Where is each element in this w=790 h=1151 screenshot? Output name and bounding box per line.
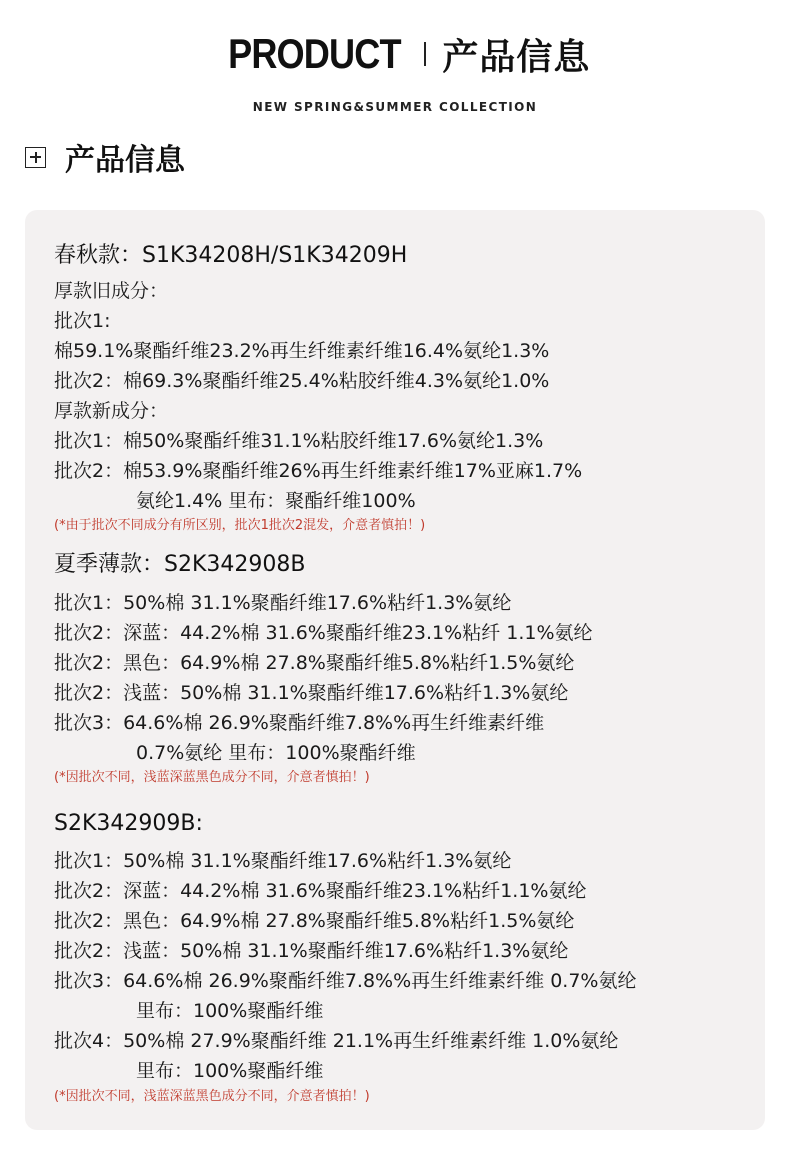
info-line: 批次2：深蓝：44.2%棉 31.6%聚酯纤维23.1%粘纤 1.1%氨纶 — [54, 622, 593, 644]
info-line: 批次1：50%棉 31.1%聚酯纤维17.6%粘纤1.3%氨纶 — [54, 850, 512, 872]
batch-note: (*由于批次不同成分有所区别，批次1批次2混发，介意者慎拍！) — [54, 518, 426, 533]
info-line: 氨纶1.4% 里布：聚酯纤维100% — [136, 490, 416, 512]
summer-thin-model-heading: 夏季薄款：S2K342908B — [54, 552, 306, 577]
section-title — [25, 135, 185, 179]
info-line: 批次3：64.6%棉 26.9%聚酯纤维7.8%%再生纤维素纤维 0.7%氨纶 — [54, 970, 637, 992]
info-line: 棉59.1%聚酯纤维23.2%再生纤维素纤维16.4%氨纶1.3% — [54, 340, 550, 362]
header-divider — [424, 42, 426, 66]
info-line: 批次2：棉53.9%聚酯纤维26%再生纤维素纤维17%亚麻1.7% — [54, 460, 583, 482]
info-line: 批次1：50%棉 31.1%聚酯纤维17.6%粘纤1.3%氨纶 — [54, 592, 512, 614]
info-line: 批次2：浅蓝：50%棉 31.1%聚酯纤维17.6%粘纤1.3%氨纶 — [54, 940, 569, 962]
header-subtitle: NEW SPRING&SUMMER COLLECTION — [252, 100, 538, 114]
info-line: 批次2：黑色：64.9%棉 27.8%聚酯纤维5.8%粘纤1.5%氨纶 — [54, 652, 575, 674]
info-line: 批次3：64.6%棉 26.9%聚酯纤维7.8%%再生纤维素纤维 — [54, 712, 545, 734]
info-line: 厚款新成分： — [54, 400, 169, 422]
info-line: 批次2：黑色：64.9%棉 27.8%聚酯纤维5.8%粘纤1.5%氨纶 — [54, 910, 575, 932]
info-line: 厚款旧成分： — [54, 280, 169, 302]
info-line: 里布：100%聚酯纤维 — [136, 1060, 324, 1082]
header-title-cn: 产品信息 — [442, 36, 591, 78]
info-line: 批次2：棉69.3%聚酯纤维25.4%粘胶纤维4.3%氨纶1.0% — [54, 370, 550, 392]
info-line: 里布：100%聚酯纤维 — [136, 1000, 324, 1022]
plus-box-icon — [25, 147, 46, 168]
info-line: 批次2：浅蓝：50%棉 31.1%聚酯纤维17.6%粘纤1.3%氨纶 — [54, 682, 569, 704]
header-title-en: PRODUCT — [227, 30, 401, 77]
page-header — [0, 30, 790, 114]
header-title-row — [0, 30, 790, 78]
info-line: 批次4：50%棉 27.9%聚酯纤维 21.1%再生纤维素纤维 1.0%氨纶 — [54, 1030, 619, 1052]
batch-note: (*因批次不同，浅蓝深蓝黑色成分不同，介意者慎拍！) — [54, 1089, 370, 1104]
info-line: 批次2：深蓝：44.2%棉 31.6%聚酯纤维23.1%粘纤1.1%氨纶 — [54, 880, 587, 902]
batch-note: (*因批次不同，浅蓝深蓝黑色成分不同，介意者慎拍！) — [54, 770, 370, 785]
info-line: 批次1：棉50%聚酯纤维31.1%粘胶纤维17.6%氨纶1.3% — [54, 430, 544, 452]
info-line: 0.7%氨纶 里布：100%聚酯纤维 — [136, 742, 416, 764]
model-s2k342909b-heading: S2K342909B: — [54, 811, 203, 836]
spring-autumn-model-heading: 春秋款：S1K34208H/S1K34209H — [54, 243, 408, 268]
section-title-text: 产品信息 — [65, 143, 185, 178]
info-line: 批次1: — [54, 310, 111, 332]
